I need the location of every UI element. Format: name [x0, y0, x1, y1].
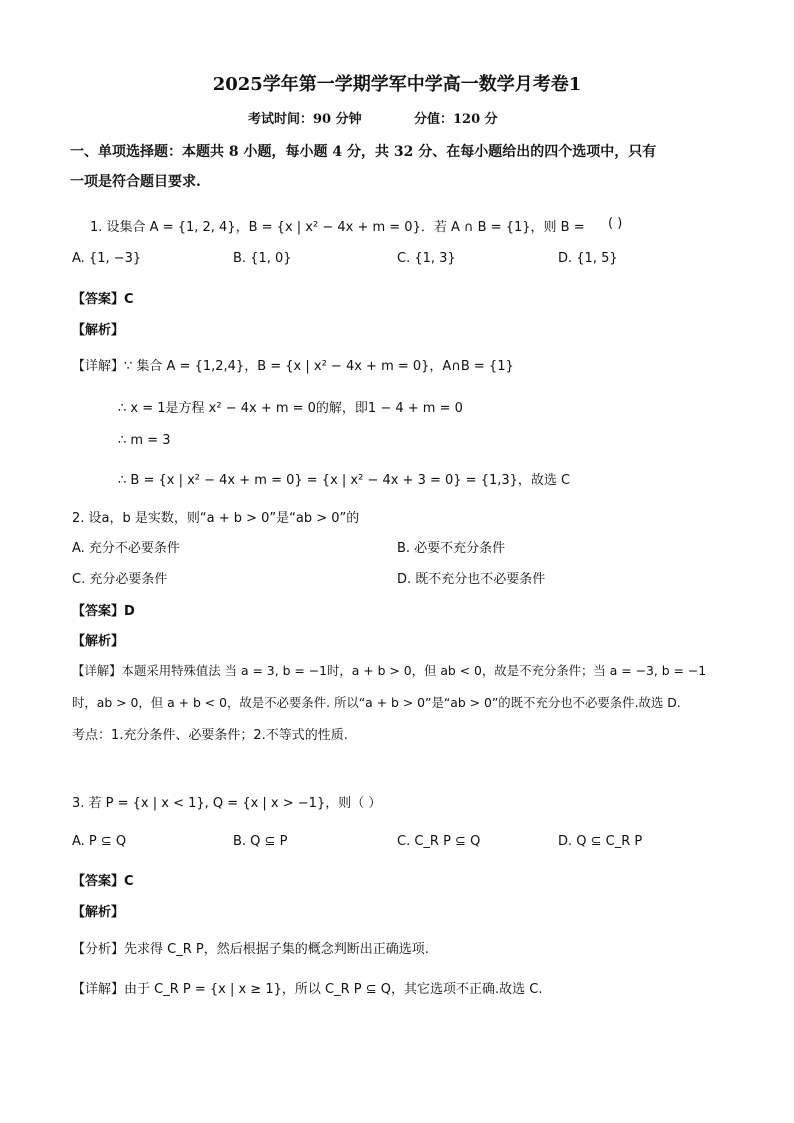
q1-option-d: D. {1, 5} [558, 251, 618, 266]
q1-option-a: A. {1, −3} [72, 251, 142, 266]
q1-analysis-label: 【解析】 [72, 323, 125, 338]
q1-detail: 【详解】∵ 集合 A = {1,2,4}，B = {x | x² − 4x + m = 0}，A∩B = {1} [72, 359, 514, 374]
q3-fenxi: 【分析】先求得 C_R P，然后根据子集的概念判断出正确选项. [72, 942, 429, 957]
q2-stem: 2. 设a，b 是实数，则“a + b > 0”是“ab > 0”的 [72, 511, 360, 526]
q2-option-c: C. 充分必要条件 [72, 572, 168, 587]
q2-analysis-label: 【解析】 [72, 634, 125, 649]
q3-detail: 【详解】由于 C_R P = {x | x ≥ 1}，所以 C_R P ⊆ Q，其它选项不正确.故选 C. [72, 982, 543, 997]
q1-paren: ( ) [608, 216, 623, 231]
q1-step2: ∴ m = 3 [118, 433, 171, 448]
q3-analysis-label: 【解析】 [72, 905, 125, 920]
section-heading-line2: 一项是符合题目要求. [70, 174, 201, 190]
q3-option-c: C. C_R P ⊆ Q [397, 834, 481, 849]
q1-answer: 【答案】C [72, 292, 134, 307]
q2-option-a: A. 充分不必要条件 [72, 541, 180, 556]
section-heading-line1: 一、单项选择题：本题共 8 小题，每小题 4 分，共 32 分、在每小题给出的四个选项中，只有 [70, 144, 657, 160]
exam-score: 分值：120 分 [414, 112, 498, 127]
q3-answer: 【答案】C [72, 874, 134, 889]
q3-option-a: A. P ⊆ Q [72, 834, 127, 849]
q2-detail-line2: 时，ab > 0，但 a + b < 0，故是不必要条件. 所以“a + b > 0”是“ab > 0”的既不充分也不必要条件.故选 D. [72, 695, 681, 710]
q1-option-c: C. {1, 3} [397, 251, 456, 266]
q2-detail-line1: 【详解】本题采用特殊值法 当 a = 3, b = −1时，a + b > 0，但 ab < 0，故是不充分条件；当 a = −3, b = −1 [72, 663, 707, 678]
exam-time: 考试时间：90 分钟 [248, 112, 362, 127]
q2-option-b: B. 必要不充分条件 [397, 541, 506, 556]
page-title: 2025学年第一学期学军中学高一数学月考卷1 [212, 74, 582, 95]
q2-option-d: D. 既不充分也不必要条件 [397, 572, 546, 587]
q3-option-b: B. Q ⊆ P [233, 834, 288, 849]
q1-stem: 1. 设集合 A = {1, 2, 4}，B = {x | x² − 4x + m = 0}．若 A ∩ B = {1}，则 B = [90, 220, 585, 235]
q3-option-d: D. Q ⊆ C_R P [558, 834, 643, 849]
q1-option-b: B. {1, 0} [233, 251, 292, 266]
q2-note: 考点：1.充分条件、必要条件；2.不等式的性质. [72, 728, 348, 743]
q2-answer: 【答案】D [72, 604, 135, 619]
q3-stem: 3. 若 P = {x | x < 1}, Q = {x | x > −1}，则（ ） [72, 796, 382, 811]
q1-step3: ∴ B = {x | x² − 4x + m = 0} = {x | x² − 4x + 3 = 0} = {1,3}，故选 C [118, 473, 571, 488]
q1-step1: ∴ x = 1是方程 x² − 4x + m = 0的解，即1 − 4 + m = 0 [118, 401, 463, 416]
